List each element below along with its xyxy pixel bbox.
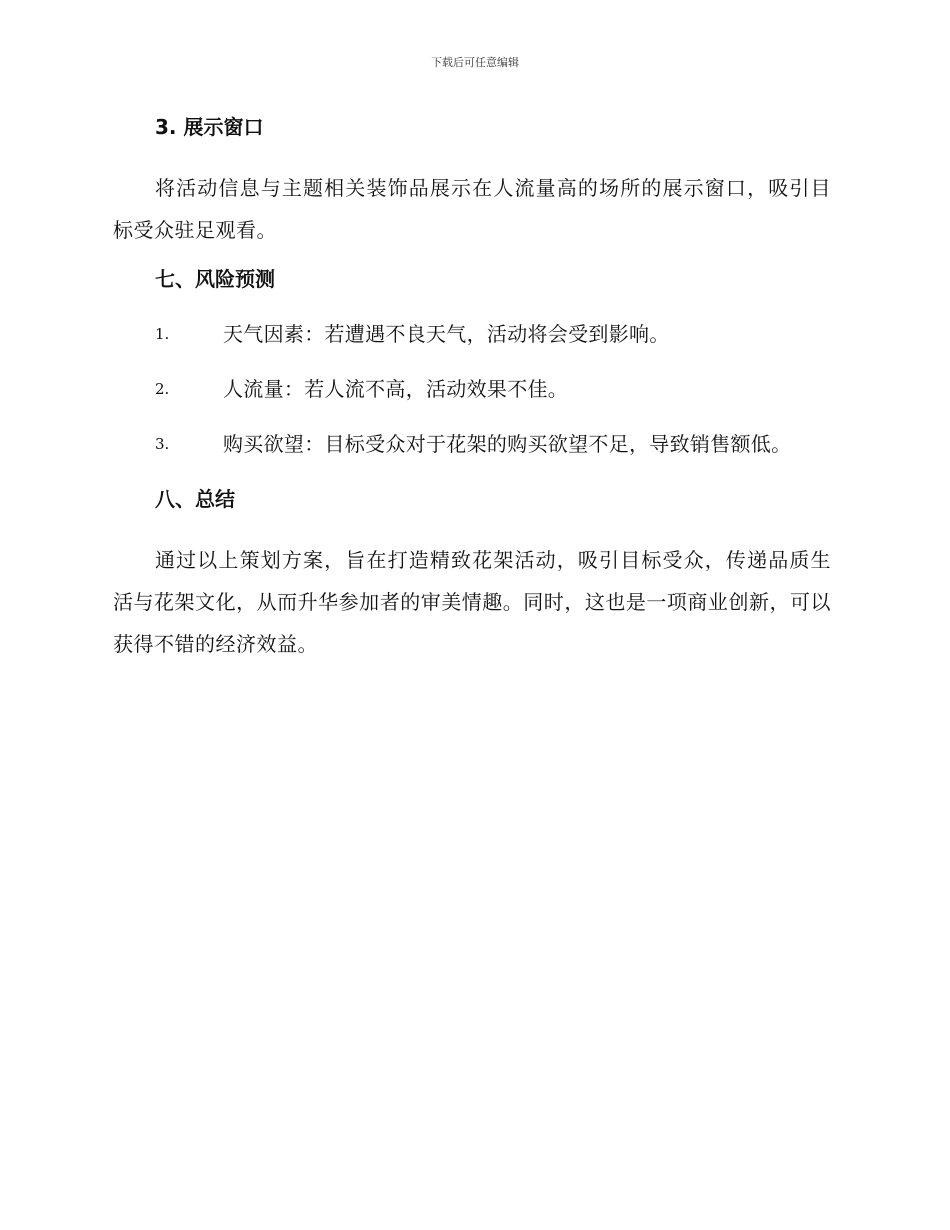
list-item-number: 2. <box>155 380 170 398</box>
list-item-text: 购买欲望：目标受众对于花架的购买欲望不足，导致销售额低。 <box>223 432 792 456</box>
list-item <box>113 429 831 459</box>
list-item-text: 人流量：若人流不高，活动效果不佳。 <box>223 377 569 401</box>
heading-summary: 八、总结 <box>155 487 235 511</box>
heading-display-window: 3. 展示窗口 <box>155 115 264 139</box>
document-body <box>113 112 831 665</box>
list-item <box>113 319 831 349</box>
list-item <box>113 374 831 404</box>
list-item-number: 1. <box>155 325 170 343</box>
page-header: 下载后可任意编辑 <box>431 56 519 69</box>
paragraph-display-window: 将活动信息与主题相关装饰品展示在人流量高的场所的展示窗口，吸引目标受众驻足观看。 <box>113 176 831 242</box>
list-item-number: 3. <box>155 435 170 453</box>
paragraph-summary: 通过以上策划方案，旨在打造精致花架活动，吸引目标受众，传递品质生活与花架文化，从而升华参加者的审美情趣。同时，这也是一项商业创新，可以获得不错的经济效益。 <box>113 548 831 656</box>
list-item-text: 天气因素：若遭遇不良天气，活动将会受到影响。 <box>223 322 670 346</box>
heading-risk-prediction: 七、风险预测 <box>155 267 275 291</box>
